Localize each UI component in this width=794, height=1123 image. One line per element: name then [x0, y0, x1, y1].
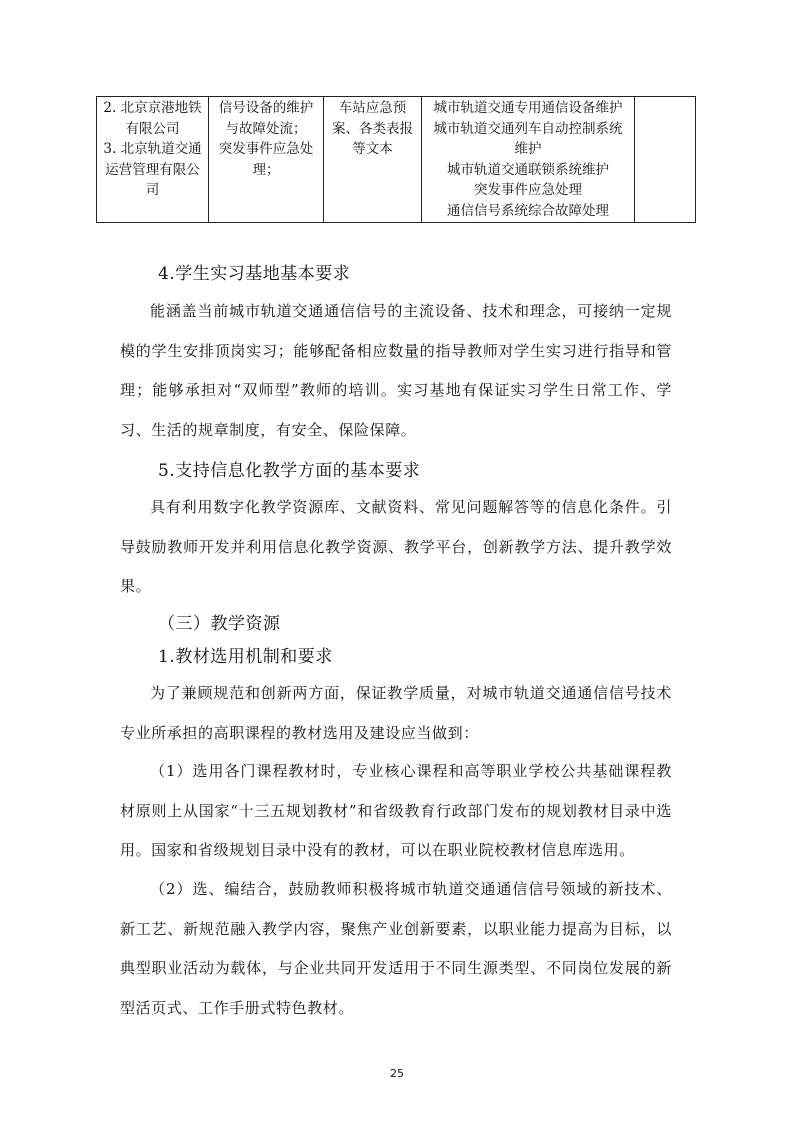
subsection-heading: 1.教材选用机制和要求: [158, 647, 333, 667]
training-items-cell: [422, 97, 635, 223]
cell-line: 突发事件应急处: [218, 141, 314, 157]
cell-line: 城市轨道交通专用通信设备维护: [433, 100, 623, 116]
list-item: （2）选、编结合，鼓励教师积极将城市轨道交通通信信号领域的新技术、新工艺、新规范融入教学内容，聚焦产业创新要素，以职业能力提高为目标，以典型职业活动为载体，与企业共同开发适用于不同生源类型、不同岗位发展的新型活页式、工作手册式特色教材。: [120, 880, 672, 1017]
cell-line: 维护: [514, 141, 542, 157]
task-cell: [209, 97, 324, 223]
paragraph: 能涵盖当前城市轨道交通通信信号的主流设备、技术和理念，可接纳一定规模的学生安排顶岗实习；能够配备相应数量的指导教师对学生实习进行指导和管理；能够承担对“双师型”教师的培训。实习基地有保证实习学生日常工作、学习、生活的规章制度，有安全、保险保障。: [120, 302, 672, 439]
cell-line: 案、各类表报: [332, 120, 413, 137]
cell-line: 城市轨道交通联锁系统维护: [447, 161, 609, 178]
cell-line: 通信信号系统综合故障处理: [447, 202, 609, 219]
cell-line: 城市轨道交通列车自动控制系统: [433, 120, 623, 137]
paragraph: 为了兼顾规范和创新两方面，保证教学质量，对城市轨道交通通信信号技术专业所承担的高职课程的教材选用及建设应当做到：: [120, 684, 672, 742]
cell-line: 信号设备的维护: [218, 100, 314, 116]
cell-line: 等文本: [352, 141, 393, 157]
table-row: [97, 97, 696, 223]
cell-line: 理；: [252, 161, 280, 178]
cell-line: 与故障处流；: [225, 120, 307, 137]
document-cell: [324, 97, 422, 223]
paragraph: 具有利用数字化教学资源库、文献资料、常见问题解答等的信息化条件。引导鼓励教师开发并利用信息化教学资源、教学平台，创新教学方法、提升教学效果。: [120, 498, 672, 595]
cell-line: 有限公司: [125, 120, 180, 137]
cell-line: 2. 北京京港地铁: [103, 100, 202, 116]
cell-line: 司: [145, 182, 160, 198]
company-cell: [97, 97, 209, 223]
practice-base-table: [96, 96, 696, 223]
section-heading: 4.学生实习基地基本要求: [158, 264, 351, 284]
cell-line: 3. 北京轨道交通: [103, 141, 202, 157]
empty-cell: [635, 97, 696, 223]
cell-line: 运营管理有限公: [105, 161, 200, 178]
list-item: （1）选用各门课程教材时，专业核心课程和高等职业学校公共基础课程教材原则上从国家“十三五规划教材”和省级教育行政部门发布的规划教材目录中选用。国家和省级规划目录中没有的教材，可以在职业院校教材信息库选用。: [120, 762, 672, 859]
section-heading: （三）教学资源: [158, 614, 281, 634]
cell-line: 突发事件应急处理: [474, 182, 582, 198]
cell-line: 车站应急预: [338, 100, 407, 116]
section-heading: 5.支持信息化教学方面的基本要求: [158, 461, 421, 481]
page-number: 25: [390, 1067, 404, 1080]
